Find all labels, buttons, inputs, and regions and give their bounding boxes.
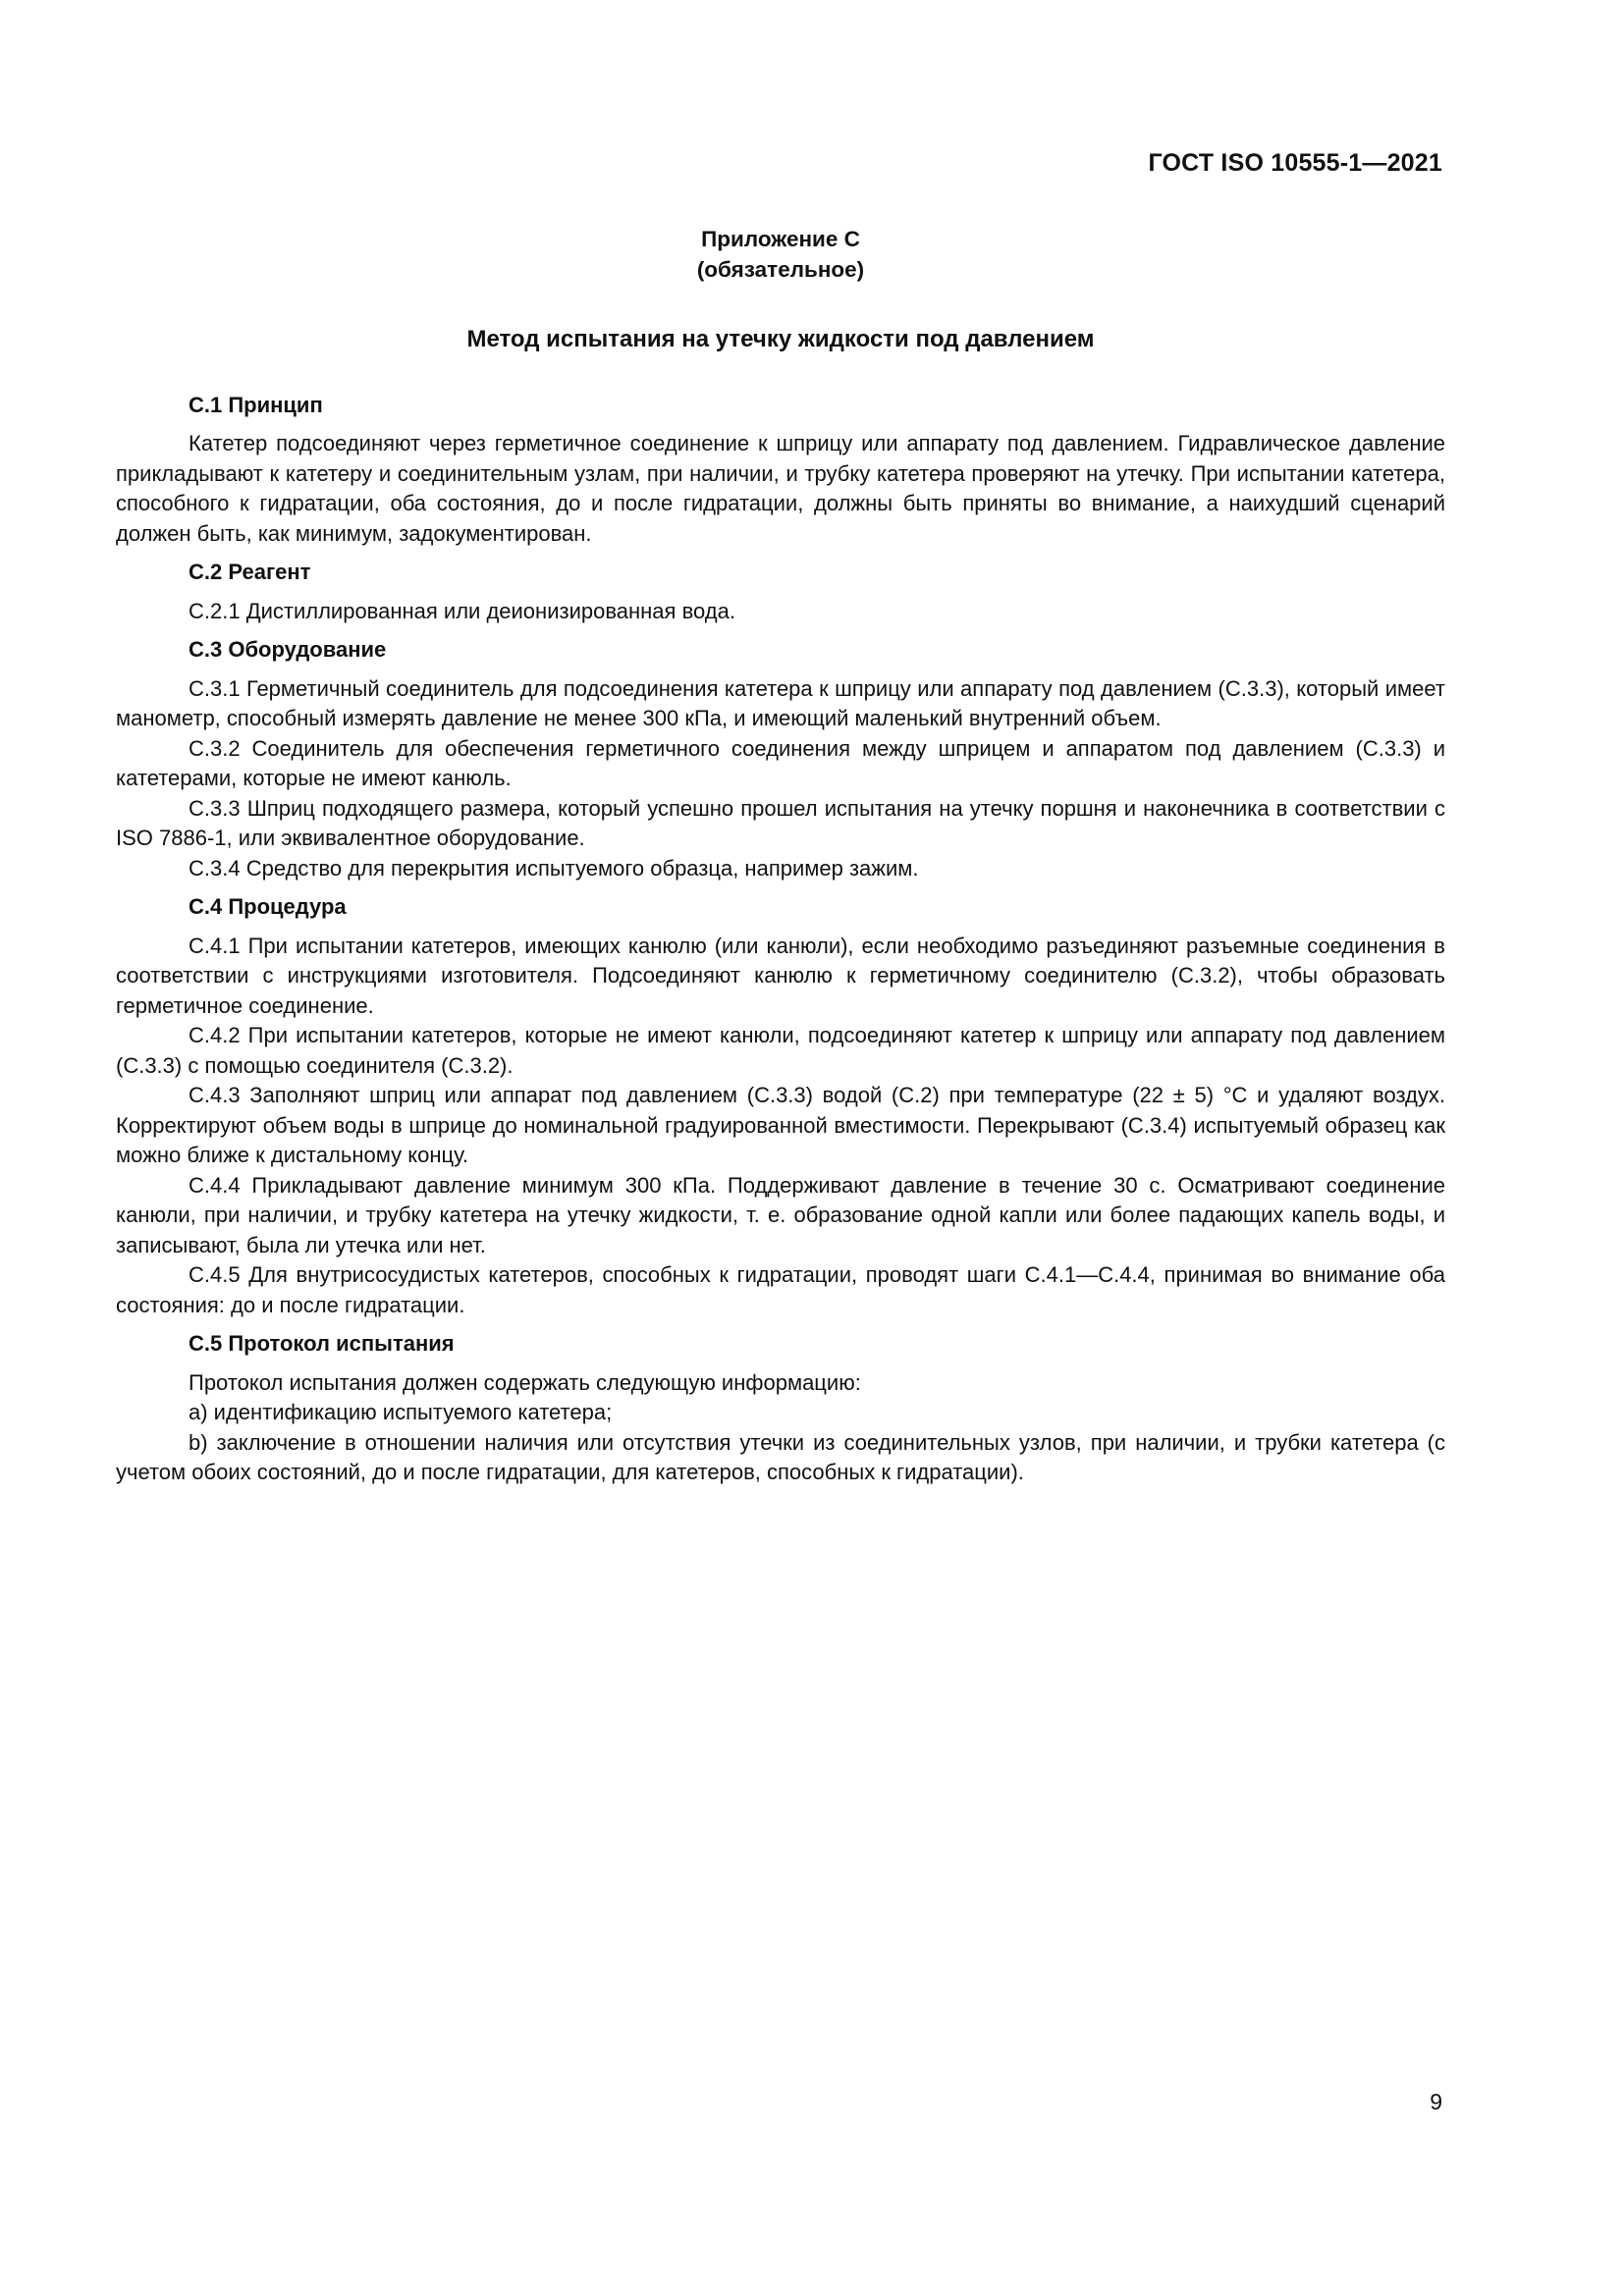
paragraph: Протокол испытания должен содержать следующую информацию: (189, 1369, 861, 1395)
appendix-status: (обязательное) (696, 257, 865, 282)
paragraph: С.4.5 Для внутрисосудистых катетеров, способных к гидратации, проводят шаги С.4.1—С.4.4, принимая во внимание оба состояния: до и после гидратации. (116, 1262, 1445, 1317)
section-principle (116, 391, 1445, 550)
section-reagent (116, 558, 1445, 626)
section-equipment (116, 635, 1445, 883)
section-heading: С.5 Протокол испытания (189, 1331, 455, 1356)
paragraph: С.3.2 Соединитель для обеспечения герметичного соединения между шприцем и аппаратом под давлением (С.3.3) и катетерами, которые не имеют канюль. (116, 735, 1445, 790)
paragraph: С.3.3 Шприц подходящего размера, который успешно прошел испытания на утечку поршня и наконечника в соответствии с ISO 7886-1, или эквивалентное оборудование. (116, 795, 1445, 850)
section-test-report (116, 1329, 1445, 1488)
document-code: ГОСТ ISO 10555-1—2021 (1148, 149, 1442, 177)
paragraph: Катетер подсоединяют через герметичное соединение к шприцу или аппарату под давлением. Гидравлическое давление прикладывают к катетеру и соединительным узлам, при наличии, и трубку катетера проверяют на утечку. При испытании катетера, способного к гидратации, оба состояния, до и после гидратации, должны быть приняты во внимание, а наихудший сценарий должен быть, как минимум, задокументирован. (116, 431, 1445, 546)
paragraph: С.4.4 Прикладывают давление минимум 300 кПа. Поддерживают давление в течение 30 с. Осматривают соединение канюли, при наличии, и трубку катетера на утечку жидкости, т. е. образование одной капли или более падающих капель воды, и записывают, была ли утечка или нет. (116, 1172, 1445, 1257)
section-heading: С.4 Процедура (189, 894, 347, 919)
paragraph: С.4.3 Заполняют шприц или аппарат под давлением (С.3.3) водой (С.2) при температуре (22 ± 5) °С и удаляют воздух. Корректируют объем воды в шприце до номинальной градуированной вместимости. Перекрывают (С.3.4) испытуемый образец как можно ближе к дистальному концу. (116, 1083, 1445, 1167)
method-title: Метод испытания на утечку жидкости под давлением (466, 326, 1095, 352)
section-heading: С.1 Принцип (189, 392, 323, 417)
section-heading: С.3 Оборудование (189, 637, 387, 662)
section-heading: С.2 Реагент (189, 560, 311, 584)
section-procedure (116, 892, 1445, 1320)
paragraph: С.4.2 При испытании катетеров, которые не имеют канюли, подсоединяют катетер к шприцу или аппарату под давлением (С.3.3) с помощью соединителя (С.3.2). (116, 1023, 1445, 1078)
list-item: b) заключение в отношении наличия или отсутствия утечки из соединительных узлов, при наличии, и трубки катетера (с учетом обоих состояний, до и после гидратации, для катетеров, способных к гидратации). (116, 1429, 1445, 1484)
page-number: 9 (1430, 2089, 1442, 2114)
list-item: a) идентификацию испытуемого катетера; (189, 1400, 613, 1424)
page-content (116, 224, 1445, 1497)
paragraph: С.3.4 Средство для перекрытия испытуемого образца, например зажим. (189, 855, 919, 881)
paragraph: С.4.1 При испытании катетеров, имеющих канюлю (или канюли), если необходимо разъединяют разъемные соединения в соответствии с инструкциями изготовителя. Подсоединяют канюлю к герметичному соединителю (С.3.2), чтобы образовать герметичное соединение. (116, 933, 1445, 1018)
appendix-title: Приложение С (701, 227, 860, 251)
paragraph: С.2.1 Дистиллированная или деионизированная вода. (189, 598, 735, 623)
paragraph: С.3.1 Герметичный соединитель для подсоединения катетера к шприцу или аппарату под давлением (С.3.3), который имеет манометр, способный измерять давление не менее 300 кПа, и имеющий маленький внутренний объем. (116, 675, 1445, 730)
